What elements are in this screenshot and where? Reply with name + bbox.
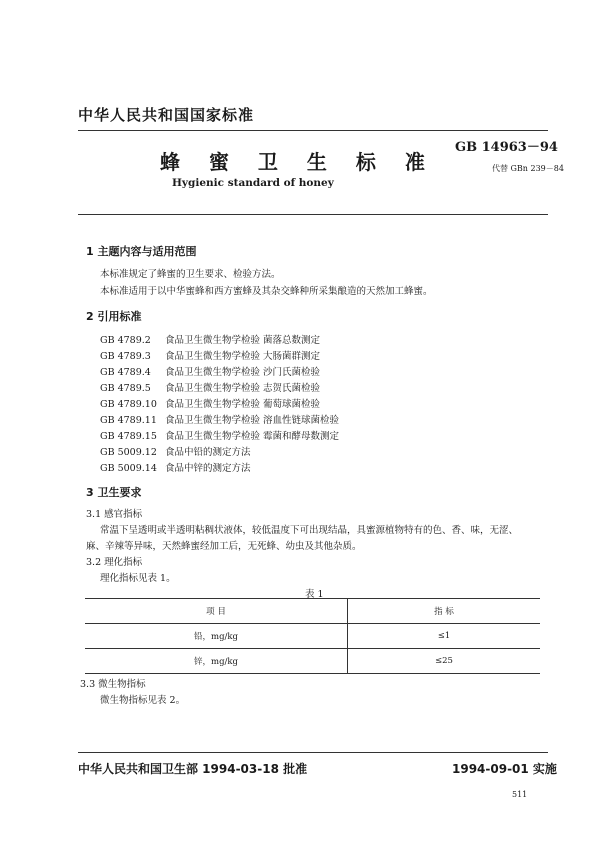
ref-code: GB 4789.3	[100, 351, 151, 362]
sensory-text-line-2: 麻、辛辣等异味，天然蜂蜜经加工后，无死蜂、幼虫及其他杂质。	[86, 541, 362, 552]
page-number: 511	[512, 790, 528, 799]
ref-name: 食品卫生微生物学检验 沙门氏菌检验	[165, 367, 321, 378]
ref-code: GB 4789.15	[100, 431, 157, 442]
ref-name: 食品卫生微生物学检验 大肠菌群测定	[165, 351, 321, 362]
ref-item	[100, 348, 320, 362]
table-row	[85, 624, 540, 649]
table-cell-item: 铅，mg/kg	[85, 624, 348, 649]
section-3-2-heading: 3.2 理化指标	[86, 557, 143, 568]
ref-name: 食品卫生微生物学检验 菌落总数测定	[165, 335, 321, 346]
ref-code: GB 5009.12	[100, 447, 157, 458]
table-1-caption: 表 1	[305, 589, 324, 600]
ref-name: 食品卫生微生物学检验 葡萄球菌检验	[165, 399, 321, 410]
ref-item	[100, 412, 339, 426]
sensory-text-line-1: 常温下呈透明或半透明粘稠状液体，较低温度下可出现结晶，具蜜源植物特有的色、香、味，无涩、	[100, 525, 519, 536]
ref-item	[100, 364, 320, 378]
ref-name: 食品卫生微生物学检验 霉菌和酵母数测定	[165, 431, 340, 442]
document-title: 蜂 蜜 卫 生 标 准	[160, 150, 436, 174]
ref-item	[100, 444, 251, 458]
section-3-2-text: 理化指标见表 1。	[100, 573, 176, 584]
ref-code: GB 4789.10	[100, 399, 157, 410]
section-3-3-heading: 3.3 微生物指标	[80, 679, 146, 690]
ref-item	[100, 428, 339, 442]
effective-date: 1994-09-01 实施	[452, 762, 557, 776]
header-divider	[78, 130, 548, 131]
section-3-heading: 3 卫生要求	[86, 486, 142, 499]
ref-item	[100, 380, 320, 394]
table-cell-value: ≤1	[348, 624, 541, 649]
title-divider	[78, 214, 548, 215]
section-1-para-1: 本标准规定了蜂蜜的卫生要求、检验方法。	[100, 269, 281, 280]
footer-divider	[78, 752, 548, 753]
ref-item	[100, 332, 320, 346]
organization-title: 中华人民共和国国家标准	[78, 106, 255, 124]
section-1-para-2: 本标准适用于以中华蜜蜂和西方蜜蜂及其杂交蜂种所采集酿造的天然加工蜂蜜。	[100, 286, 433, 297]
table-cell-item: 锌，mg/kg	[85, 649, 348, 674]
ref-name: 食品中铅的测定方法	[165, 447, 251, 458]
ref-item	[100, 396, 320, 410]
column-header: 指 标	[348, 599, 541, 624]
approval-line: 中华人民共和国卫生部 1994-03-18 批准	[78, 762, 308, 776]
table-cell-value: ≤25	[348, 649, 541, 674]
section-1-heading: 1 主题内容与适用范围	[86, 245, 197, 258]
table-row	[85, 649, 540, 674]
table-1	[85, 598, 540, 674]
ref-name: 食品中锌的测定方法	[165, 463, 251, 474]
standard-number: GB 14963－94	[455, 140, 558, 155]
section-2-heading: 2 引用标准	[86, 310, 142, 323]
ref-item	[100, 460, 251, 474]
ref-name: 食品卫生微生物学检验 志贺氏菌检验	[165, 383, 321, 394]
ref-code: GB 4789.11	[100, 415, 157, 426]
ref-code: GB 4789.4	[100, 367, 151, 378]
ref-code: GB 4789.5	[100, 383, 151, 394]
table-header-row	[85, 599, 540, 624]
english-title: Hygienic standard of honey	[172, 177, 334, 189]
column-header: 项 目	[85, 599, 348, 624]
ref-code: GB 4789.2	[100, 335, 151, 346]
replaces-standard: 代替 GBn 239－84	[492, 164, 564, 173]
section-3-1-heading: 3.1 感官指标	[86, 509, 143, 520]
section-3-3-text: 微生物指标见表 2。	[100, 695, 186, 706]
ref-code: GB 5009.14	[100, 463, 157, 474]
ref-name: 食品卫生微生物学检验 溶血性链球菌检验	[165, 415, 340, 426]
